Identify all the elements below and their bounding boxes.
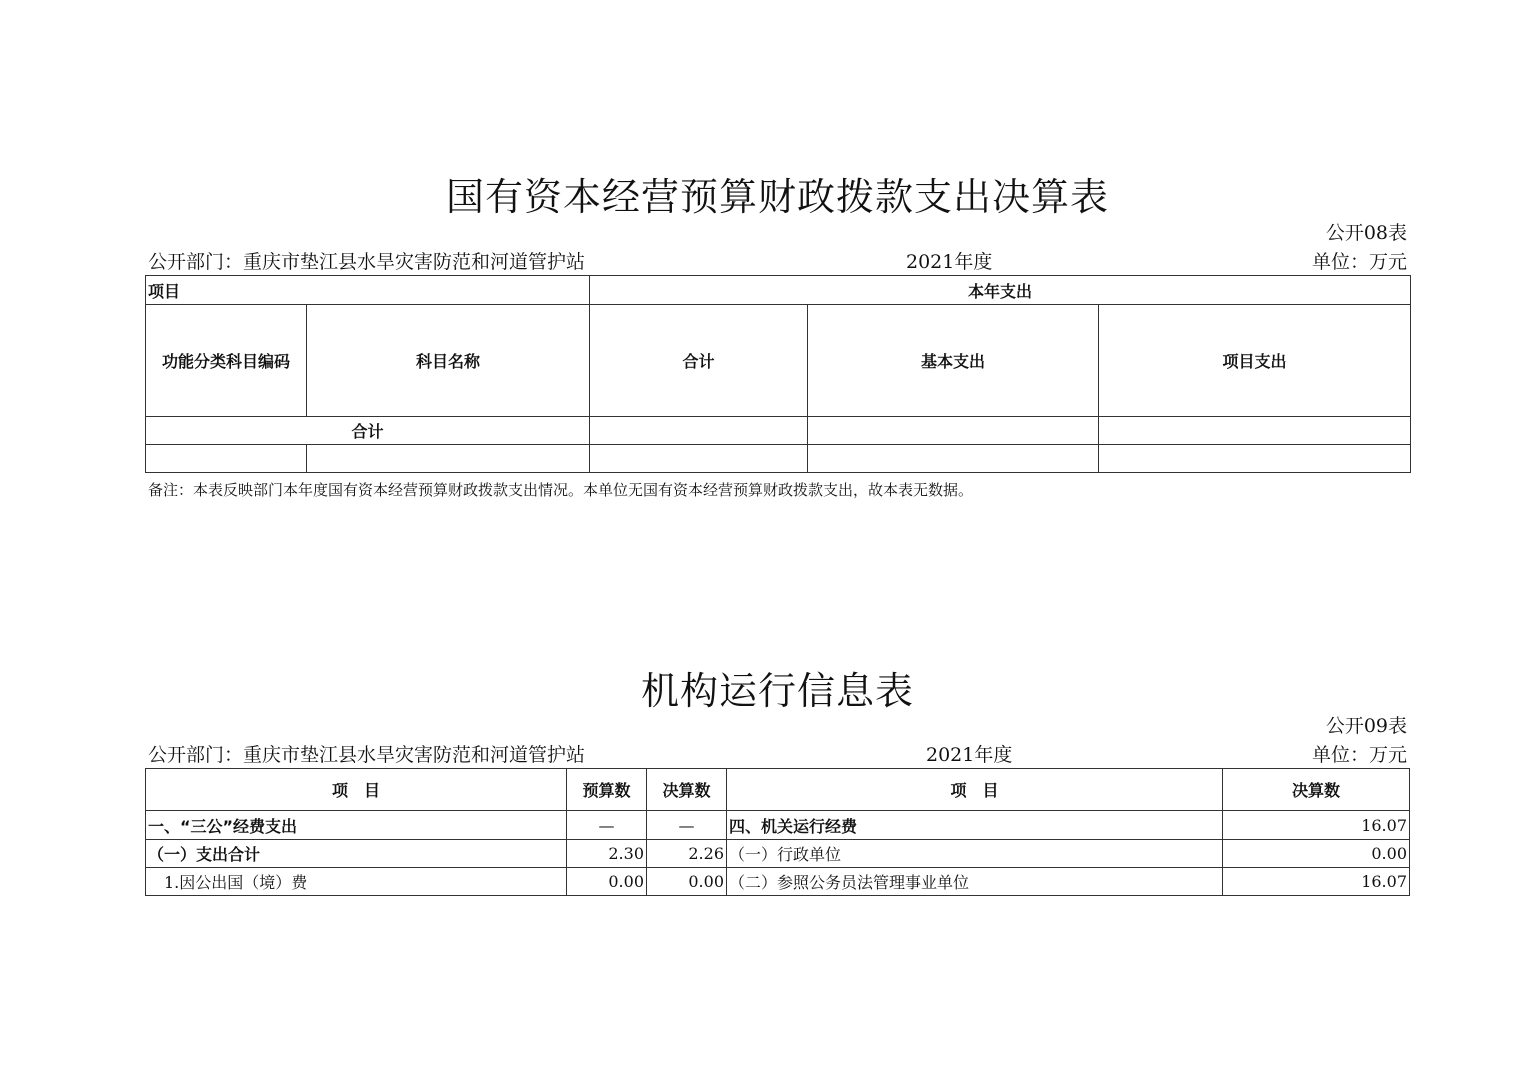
row-final-right: 16.07 xyxy=(1223,811,1410,840)
row-item-right: 四、机关运行经费 xyxy=(727,811,1223,840)
row-final-right: 16.07 xyxy=(1223,868,1410,896)
table09-title: 机构运行信息表 xyxy=(640,669,914,713)
table08-number: 公开08表 xyxy=(1325,222,1407,244)
table08-empty-cell xyxy=(1099,445,1411,473)
table09-unit: 单位：万元 xyxy=(1311,744,1407,766)
table09-year: 2021年度 xyxy=(926,744,1013,766)
table08-head-item: 项目 xyxy=(146,276,590,305)
row-final-right: 0.00 xyxy=(1223,840,1410,868)
table09-department: 公开部门：重庆市垫江县水旱灾害防范和河道管护站 xyxy=(148,744,586,766)
table08-col-basic: 基本支出 xyxy=(808,305,1099,417)
table09-col-item-left: 项 目 xyxy=(146,769,567,811)
table08-col-total: 合计 xyxy=(590,305,808,417)
table-row xyxy=(146,840,1410,868)
row-budget: — xyxy=(567,811,647,840)
table08-row-total: 合计 xyxy=(146,417,590,445)
table08-empty-cell xyxy=(590,445,808,473)
table-row xyxy=(146,868,1410,896)
table09-number: 公开09表 xyxy=(1325,715,1407,737)
table08-total-cell xyxy=(590,417,808,445)
table08-project-cell xyxy=(1099,417,1411,445)
table08-empty-cell xyxy=(146,445,307,473)
table08-note: 备注：本表反映部门本年度国有资本经营预算财政拨款支出情况。本单位无国有资本经营预算财政拨款支出，故本表无数据。 xyxy=(148,481,974,499)
table09-col-budget: 预算数 xyxy=(567,769,647,811)
table-row xyxy=(146,811,1410,840)
table08 xyxy=(145,275,1411,473)
table08-col-code: 功能分类科目编码 xyxy=(146,305,307,417)
table08-basic-cell xyxy=(808,417,1099,445)
row-final: 2.26 xyxy=(647,840,727,868)
row-item-right: （一）行政单位 xyxy=(727,840,1223,868)
table09-col-final-right: 决算数 xyxy=(1223,769,1410,811)
table08-head-current: 本年支出 xyxy=(590,276,1411,305)
table09-col-final-left: 决算数 xyxy=(647,769,727,811)
row-item-left: 一、“三公”经费支出 xyxy=(146,811,567,840)
row-item-left: （一）支出合计 xyxy=(146,840,567,868)
row-final: — xyxy=(647,811,727,840)
table08-empty-cell xyxy=(307,445,590,473)
row-budget: 2.30 xyxy=(567,840,647,868)
table08-department: 公开部门：重庆市垫江县水旱灾害防范和河道管护站 xyxy=(148,251,586,273)
table09 xyxy=(145,768,1410,896)
row-final: 0.00 xyxy=(647,868,727,896)
table08-year: 2021年度 xyxy=(906,251,993,273)
table09-col-item-right: 项 目 xyxy=(727,769,1223,811)
row-budget: 0.00 xyxy=(567,868,647,896)
table08-col-name: 科目名称 xyxy=(307,305,590,417)
table08-empty-cell xyxy=(808,445,1099,473)
row-item-right: （二）参照公务员法管理事业单位 xyxy=(727,868,1223,896)
table08-col-project: 项目支出 xyxy=(1099,305,1411,417)
row-item-left: 1.因公出国（境）费 xyxy=(146,868,567,896)
table08-unit: 单位：万元 xyxy=(1311,251,1407,273)
table08-title: 国有资本经营预算财政拨款支出决算表 xyxy=(445,175,1109,219)
